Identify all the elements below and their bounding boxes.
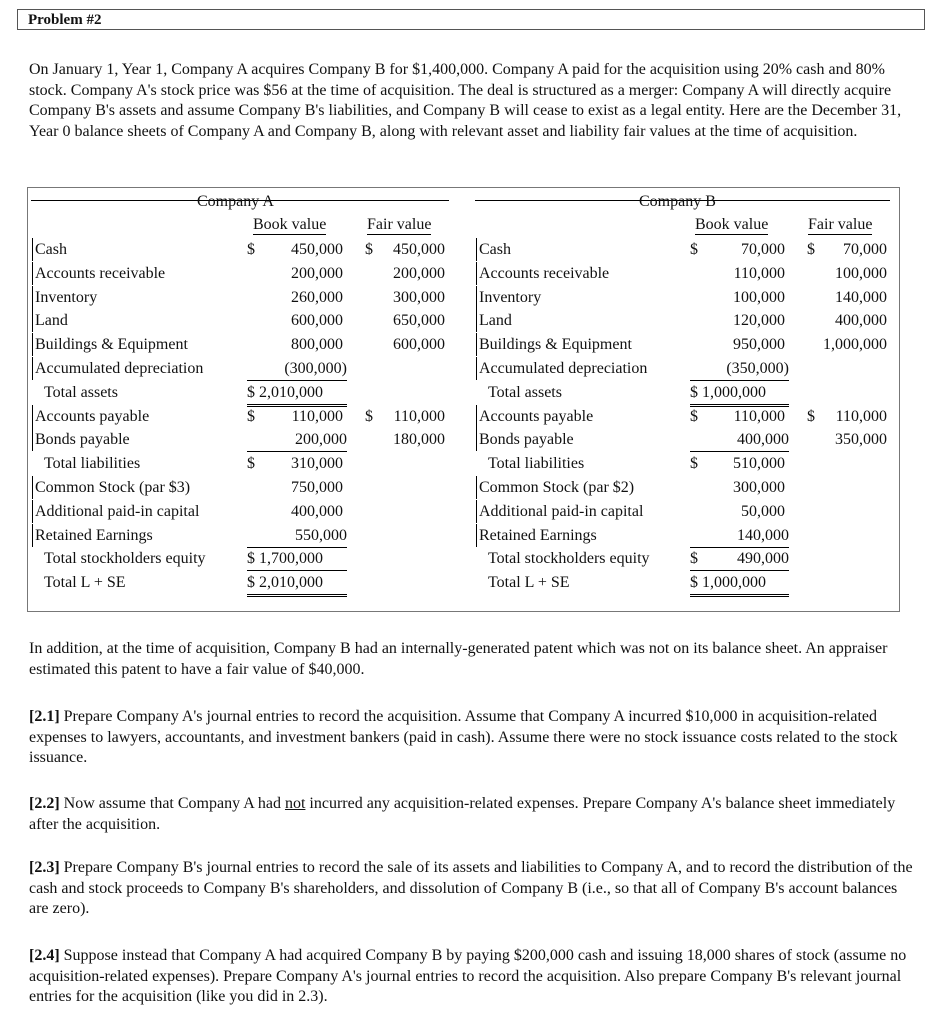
fair-value: 70,000	[843, 241, 887, 258]
dollar-sign: $	[690, 407, 698, 425]
balance-row	[0, 262, 927, 285]
row-label: Retained Earnings	[476, 524, 597, 547]
fair-value: 350,000	[835, 431, 887, 449]
book-value: 400,000	[291, 502, 343, 520]
company-b-heading: Company B	[639, 193, 716, 210]
row-label: Accumulated depreciation	[476, 357, 647, 380]
balance-row	[0, 452, 927, 475]
row-label: Inventory	[32, 286, 97, 309]
row-label: Total L + SE	[488, 574, 570, 592]
fair-value: 450,000	[393, 241, 445, 258]
question-text: Prepare Company A's journal entries to record the acquisition. Assume that Company A incurred $10,000 in acquisition-related expenses to lawyers, accountants, and investment bankers (paid in cash). Assume there were no stock issuance costs related to the stock issuance.	[29, 708, 898, 766]
intro-paragraph: On January 1, Year 1, Company A acquires Company B for $1,400,000. Company A paid for the acquisition using 20% cash and 80% stock. Company A's stock price was $56 at the time of acquisition. The deal is structured as a merger: Company A will directly acquire Company B's assets and assume Company B's liabilities, and Company B will cease to exist as a legal entity. Here are the December 31, Year 0 balance sheets of Company A and Company B, along with relevant asset and liability fair values at the time of acquisition.	[29, 61, 902, 140]
row-label: Land	[32, 309, 68, 332]
fair-value: 200,000	[393, 264, 445, 282]
question-text: Suppose instead that Company A had acquired Company B by paying $200,000 cash and issuing 18,000 shares of stock (assume no acquisition-related expenses). Prepare Company A's journal entries to record the acquisition. Also prepare Company B's relevant journal entries for the acquisition (like you did in 2.3).	[29, 947, 907, 1005]
company-a-fair-header: Fair value	[367, 216, 432, 233]
dollar-sign: $	[365, 241, 373, 258]
balance-row	[0, 524, 927, 547]
company-a-book-header: Book value	[253, 216, 327, 233]
question-2-1	[29, 707, 917, 769]
dollar-sign: $	[807, 241, 815, 258]
book-value: 450,000	[291, 241, 343, 258]
balance-row	[0, 405, 927, 428]
row-label: Buildings & Equipment	[32, 333, 188, 356]
dollar-sign: $	[247, 407, 255, 425]
fair-value: 110,000	[393, 407, 445, 425]
book-value: 950,000	[733, 336, 785, 354]
dollar-sign: $	[365, 407, 373, 425]
row-label: Cash	[32, 238, 67, 261]
fair-value: 180,000	[393, 431, 445, 449]
balance-row	[0, 500, 927, 523]
book-value: 510,000	[733, 455, 785, 473]
dollar-sign: $	[690, 455, 698, 473]
row-label: Additional paid-in capital	[476, 500, 643, 523]
book-value: $ 2,010,000	[247, 381, 347, 407]
question-text: Prepare Company B's journal entries to record the sale of its assets and liabilities to Company A, and to record the distribution of the cash and stock proceeds to Company B's shareholders, and dissolution of Company B (i.e., so that all of Company B's account balances are zero).	[29, 859, 913, 917]
question-number: [2.3]	[29, 859, 60, 876]
question-emphasis: not	[284, 795, 306, 812]
question-number: [2.2]	[29, 795, 60, 812]
dollar-sign: $	[247, 455, 255, 473]
balance-row	[0, 238, 927, 261]
row-label: Bonds payable	[32, 428, 130, 451]
row-label: Retained Earnings	[32, 524, 153, 547]
row-label: Total stockholders equity	[44, 550, 206, 568]
book-value: 200,000	[247, 428, 347, 452]
row-label: Accounts payable	[476, 405, 593, 428]
row-label: Inventory	[476, 286, 541, 309]
row-label: Total assets	[488, 383, 562, 401]
book-value: 110,000	[733, 264, 785, 282]
row-label: Accumulated depreciation	[32, 357, 203, 380]
dollar-sign: $	[807, 407, 815, 425]
row-label: Accounts payable	[32, 405, 149, 428]
question-text-pre: Now assume that Company A had	[59, 795, 285, 812]
row-label: Additional paid-in capital	[32, 500, 199, 523]
book-value: 70,000	[741, 241, 785, 258]
dollar-sign: $	[690, 241, 698, 258]
row-label: Accounts receivable	[476, 262, 609, 285]
book-value: 550,000	[247, 524, 347, 548]
question-number: [2.1]	[29, 708, 60, 725]
book-value: $ 1,000,000	[690, 571, 789, 597]
company-a-heading: Company A	[197, 193, 274, 210]
row-label: Total stockholders equity	[488, 550, 650, 568]
problem-title: Problem #2	[17, 9, 925, 30]
book-value: 310,000	[291, 455, 343, 473]
book-value: 110,000	[733, 407, 785, 425]
row-label: Total assets	[44, 383, 118, 401]
book-value: 260,000	[291, 288, 343, 306]
balance-row	[0, 286, 927, 309]
book-value: 300,000	[733, 479, 785, 496]
book-value: 750,000	[291, 479, 343, 496]
company-b-book-header: Book value	[695, 216, 769, 233]
book-value: $ 1,700,000	[247, 547, 347, 571]
row-label: Total liabilities	[44, 455, 141, 473]
book-value: 200,000	[291, 264, 343, 282]
book-value: 50,000	[741, 502, 785, 520]
book-value: $ 1,000,000	[690, 381, 789, 407]
row-label: Total L + SE	[44, 574, 126, 592]
row-label: Common Stock (par $2)	[476, 476, 634, 499]
book-value: $ 2,010,000	[247, 571, 347, 597]
book-value: 600,000	[291, 312, 343, 330]
book-value: 800,000	[291, 336, 343, 354]
balance-row	[0, 381, 927, 404]
row-label: Accounts receivable	[32, 262, 165, 285]
balance-row	[0, 333, 927, 356]
balance-row	[0, 309, 927, 332]
book-value: 100,000	[733, 288, 785, 306]
fair-value: 600,000	[393, 336, 445, 354]
question-number: [2.4]	[29, 947, 60, 964]
row-label: Buildings & Equipment	[476, 333, 632, 356]
dollar-sign: $	[690, 550, 698, 568]
balance-row	[0, 571, 927, 594]
row-label: Cash	[476, 238, 511, 261]
row-label: Total liabilities	[488, 455, 585, 473]
fair-value: 400,000	[835, 312, 887, 330]
company-b-fair-header: Fair value	[808, 216, 873, 233]
fair-value: 300,000	[393, 288, 445, 306]
question-2-3	[29, 858, 917, 920]
fair-value: 100,000	[835, 264, 887, 282]
fair-value: 110,000	[835, 407, 887, 425]
dollar-sign: $	[247, 241, 255, 258]
book-value: 110,000	[291, 407, 343, 425]
fair-value: 1,000,000	[823, 336, 887, 354]
balance-row	[0, 547, 927, 570]
book-value: (350,000)	[690, 357, 789, 381]
book-value: 400,000	[690, 428, 789, 452]
book-value: (300,000)	[247, 357, 347, 381]
book-value: 140,000	[690, 524, 789, 548]
book-value: 120,000	[733, 312, 785, 330]
fair-value: 650,000	[393, 312, 445, 330]
book-value: 490,000	[690, 547, 789, 571]
balance-row	[0, 357, 927, 380]
question-2-2	[29, 794, 917, 835]
question-text-post: incurred any acquisition-related expenses. Prepare Company A's balance sheet immediately after the acquisition.	[29, 795, 896, 833]
fair-value: 140,000	[835, 288, 887, 306]
question-2-4	[29, 946, 917, 1008]
balance-row	[0, 476, 927, 499]
row-label: Common Stock (par $3)	[32, 476, 190, 499]
row-label: Bonds payable	[476, 428, 574, 451]
balance-row	[0, 428, 927, 451]
row-label: Land	[476, 309, 512, 332]
additional-paragraph: In addition, at the time of acquisition, Company B had an internally-generated patent which was not on its balance sheet. An appraiser estimated this patent to have a fair value of $40,000.	[29, 640, 888, 678]
